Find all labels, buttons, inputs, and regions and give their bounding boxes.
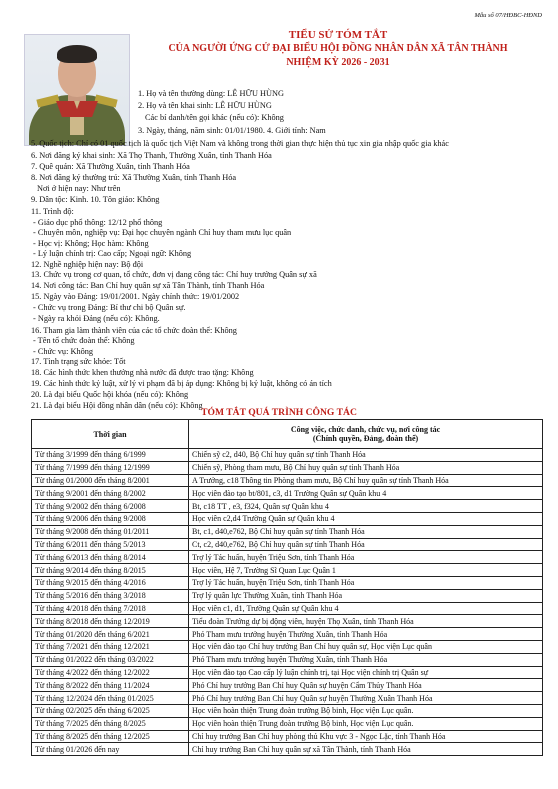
cell-role: Chiến sỹ, Phòng tham mưu, Bộ Chỉ huy quân sự tỉnh Thanh Hóa: [189, 461, 543, 474]
table-row: [32, 730, 543, 743]
cell-role: Chỉ huy trưởng Ban Chỉ huy quân sự xã Tân Thành, tỉnh Thanh Hóa: [189, 743, 543, 756]
cell-time: Từ tháng 9/2006 đến tháng 9/2008: [32, 512, 189, 525]
info-line: 13. Chức vụ trong cơ quan, tổ chức, đơn vị đang công tác: Chỉ huy trưởng Quân sự xã: [31, 270, 317, 279]
info-line: - Tên tổ chức đoàn thể: Không: [33, 336, 135, 345]
cell-time: Từ tháng 3/1999 đến tháng 6/1999: [32, 449, 189, 462]
cell-time: Từ tháng 01/2000 đến tháng 8/2001: [32, 474, 189, 487]
table-row: [32, 743, 543, 756]
table-row: [32, 717, 543, 730]
cell-time: Từ tháng 9/2015 đến tháng 4/2016: [32, 576, 189, 589]
table-row: [32, 500, 543, 513]
cell-time: Từ tháng 5/2016 đến tháng 3/2018: [32, 589, 189, 602]
info-line: - Chức vụ: Không: [33, 347, 94, 356]
table-row: [32, 704, 543, 717]
cell-role: Phó Chỉ huy trưởng Ban Chỉ huy Quân sự huyện Cẩm Thủy Thanh Hóa: [189, 679, 543, 692]
info-line: 1. Họ và tên thường dùng: LÊ HỮU HÙNG: [138, 89, 284, 98]
info-line: 6. Nơi đăng ký khai sinh: Xã Thọ Thanh, Thường Xuân, tỉnh Thanh Hóa: [31, 151, 272, 160]
info-line: - Ngày ra khỏi Đảng (nếu có): Không.: [33, 314, 160, 323]
table-row: [32, 653, 543, 666]
cell-time: Từ tháng 8/2025 đến tháng 12/2025: [32, 730, 189, 743]
cell-role: Học viên c2,d4 Trường Quân sự Quân khu 4: [189, 512, 543, 525]
cell-role: Học viên c1, d1, Trường Quân sự Quân khu 4: [189, 602, 543, 615]
info-line: - Chức vụ trong Đảng: Bí thư chi bộ Quân sự.: [33, 303, 186, 312]
table-row: [32, 602, 543, 615]
work-history-table: [31, 419, 543, 756]
info-line: 3. Ngày, tháng, năm sinh: 01/01/1980. 4. Giới tính: Nam: [138, 126, 326, 135]
cell-time: Từ tháng 02/2025 đến tháng 6/2025: [32, 704, 189, 717]
cell-role: Học viên hoàn thiện Trung đoàn trưởng Bộ binh, Học viện Lục quân.: [189, 717, 543, 730]
cell-time: Từ tháng 8/2022 đến tháng 11/2024: [32, 679, 189, 692]
info-line: 5. Quốc tịch: Chỉ có 01 quốc tịch là quốc tịch Việt Nam và không trong thời gian thực hiện thủ tục xin gia nhập quốc gia khác: [31, 139, 449, 148]
work-history-title: TÓM TẮT QUÁ TRÌNH CÔNG TÁC: [201, 407, 357, 418]
cell-time: Từ tháng 9/2014 đến tháng 8/2015: [32, 564, 189, 577]
info-line: Nơi ở hiện nay: Như trên: [37, 184, 121, 193]
table-row: [32, 589, 543, 602]
cell-time: Từ tháng 6/2011 đến tháng 5/2013: [32, 538, 189, 551]
cell-time: Từ tháng 6/2013 đến tháng 8/2014: [32, 551, 189, 564]
cell-role: Trợ lý Tác huấn, huyện Triệu Sơn, tỉnh Thanh Hóa: [189, 576, 543, 589]
cell-role: Phó Chỉ huy trưởng Ban Chỉ huy Quân sự huyện Thường Xuân Thanh Hóa: [189, 692, 543, 705]
table-row: [32, 461, 543, 474]
info-line: Các bí danh/tên gọi khác (nếu có): Không: [145, 113, 284, 122]
info-line: 16. Tham gia làm thành viên của các tổ chức đoàn thể: Không: [31, 326, 237, 335]
cell-time: Từ tháng 01/2020 đến tháng 6/2021: [32, 628, 189, 641]
info-line: 2. Họ và tên khai sinh: LÊ HỮU HÙNG: [138, 101, 272, 110]
table-row: [32, 679, 543, 692]
col-role-header-line2: (Chính quyền, Đảng, đoàn thể): [312, 434, 419, 443]
cell-time: Từ tháng 9/2001 đến tháng 8/2002: [32, 487, 189, 500]
table-row: [32, 551, 543, 564]
info-line: 20. Là đại biểu Quốc hội khóa (nếu có): Không: [31, 390, 189, 399]
info-line: 8. Nơi đăng ký thường trú: Xã Thường Xuân, tỉnh Thanh Hóa: [31, 173, 237, 182]
info-line: 9. Dân tộc: Kinh. 10. Tôn giáo: Không: [31, 195, 160, 204]
table-row: [32, 615, 543, 628]
info-line: 17. Tình trạng sức khỏe: Tốt: [31, 357, 126, 366]
cell-time: Từ tháng 9/2008 đến tháng 01/2011: [32, 525, 189, 538]
cell-role: Phó Tham mưu trưởng huyện Thường Xuân, tỉnh Thanh Hóa: [189, 653, 543, 666]
table-row: [32, 474, 543, 487]
info-line: 19. Các hình thức kỷ luật, xử lý vi phạm đã bị áp dụng: Không bị kỷ luật, không có án tích: [31, 379, 332, 388]
cell-role: Chiến sỹ c2, d40, Bộ Chỉ huy quân sự tỉnh Thanh Hóa: [189, 449, 543, 462]
col-role-header: [189, 420, 543, 449]
cell-time: Từ tháng 9/2002 đến tháng 6/2008: [32, 500, 189, 513]
table-row: [32, 692, 543, 705]
cell-role: Học viên đào tạo Cao cấp lý luận chính trị, tại Học viện chính trị Quân sự: [189, 666, 543, 679]
cell-time: Từ tháng 8/2018 đến tháng 12/2019: [32, 615, 189, 628]
cell-time: Từ tháng 01/2022 đến tháng 03/2022: [32, 653, 189, 666]
cell-role: Học viên hoàn thiện Trung đoàn trưởng Bộ binh, Học viện Lục quân.: [189, 704, 543, 717]
cell-role: Phó Tham mưu trưởng huyện Thường Xuân, tỉnh Thanh Hóa: [189, 628, 543, 641]
table-row: [32, 449, 543, 462]
document-title: TIỂU SỬ TÓM TẮT: [288, 29, 388, 41]
cell-time: Từ tháng 4/2018 đến tháng 7/2018: [32, 602, 189, 615]
cell-time: Từ tháng 12/2024 đến tháng 01/2025: [32, 692, 189, 705]
cell-role: A Trưởng, c18 Thông tin Phòng tham mưu, Bộ Chỉ huy quân sự tỉnh Thanh Hóa: [189, 474, 543, 487]
table-header-row: [32, 420, 543, 449]
info-line: 14. Nơi công tác: Ban Chỉ huy quân sự xã Tân Thành, tỉnh Thanh Hóa: [31, 281, 265, 290]
info-line: 12. Nghề nghiệp hiện nay: Bộ đội: [31, 260, 144, 269]
form-code: Mẫu số 07/HĐBC-HĐND: [474, 12, 542, 19]
table-row: [32, 487, 543, 500]
col-time-header: Thời gian: [32, 420, 189, 449]
cell-time: Từ tháng 01/2026 đến nay: [32, 743, 189, 756]
table-row: [32, 564, 543, 577]
cell-time: Từ tháng 7/1999 đến tháng 12/1999: [32, 461, 189, 474]
table-row: [32, 538, 543, 551]
cell-role: Học viên đào tạo bt/801, c3, d1 Trường Quân sự Quân khu 4: [189, 487, 543, 500]
cell-role: Học viên đào tạo Chỉ huy trưởng Ban Chỉ huy quân sự, Học viện Lục quân: [189, 640, 543, 653]
cell-role: Bt, c18 TT , e3, f324, Quân sự Quân khu 4: [189, 500, 543, 513]
info-line: - Học vị: Không; Học hàm: Không: [33, 239, 149, 248]
table-row: [32, 628, 543, 641]
cell-role: Chỉ huy trưởng Ban Chỉ huy phòng thủ Khu vực 3 - Ngọc Lặc, tỉnh Thanh Hóa: [189, 730, 543, 743]
document-subtitle: CỦA NGƯỜI ỨNG CỬ ĐẠI BIỂU HỘI ĐỒNG NHÂN DÂN XÃ TÂN THÀNH: [168, 43, 508, 54]
cell-role: Bt, c1, d40,e762, Bộ Chỉ huy quân sự tỉnh Thanh Hóa: [189, 525, 543, 538]
info-line: 18. Các hình thức khen thưởng nhà nước đã được trao tặng: Không: [31, 368, 254, 377]
cell-role: Trợ lý quân lực Thường Xuân, tỉnh Thanh Hóa: [189, 589, 543, 602]
table-row: [32, 512, 543, 525]
table-row: [32, 525, 543, 538]
info-line: - Lý luận chính trị: Cao cấp; Ngoại ngữ: Không: [33, 249, 192, 258]
table-row: [32, 576, 543, 589]
info-line: 21. Là đại biểu Hội đồng nhân dân (nếu có): Không: [31, 401, 203, 410]
info-line: 15. Ngày vào Đảng: 19/01/2001. Ngày chính thức: 19/01/2002: [31, 292, 240, 301]
cell-role: Trợ lý Tác huấn, huyện Triệu Sơn, tỉnh Thanh Hóa: [189, 551, 543, 564]
col-role-header-line1: Công việc, chức danh, chức vụ, nơi công tác: [290, 425, 441, 434]
cell-time: Từ tháng 7/2025 đến tháng 8/2025: [32, 717, 189, 730]
info-line: - Giáo dục phổ thông: 12/12 phổ thông: [33, 218, 163, 227]
info-line: 7. Quê quán: Xã Thường Xuân, tỉnh Thanh Hóa: [31, 162, 190, 171]
table-row: [32, 640, 543, 653]
cell-role: Ct, c2, d40,e762, Bộ Chỉ huy quân sự tỉnh Thanh Hóa: [189, 538, 543, 551]
info-line: - Chuyên môn, nghiệp vụ: Đại học chuyên ngành Chỉ huy tham mưu lục quân: [33, 228, 292, 237]
cell-role: Tiểu đoàn Trưởng dự bị động viên, huyện Thọ Xuân, tỉnh Thanh Hóa: [189, 615, 543, 628]
cell-time: Từ tháng 7/2021 đến tháng 12/2021: [32, 640, 189, 653]
cell-role: Học viên, Hệ 7, Trường Sĩ Quan Lục Quân 1: [189, 564, 543, 577]
table-row: [32, 666, 543, 679]
document-term: NHIỆM KỲ 2026 - 2031: [286, 57, 390, 68]
portrait-photo: [24, 34, 130, 146]
info-line: 11. Trình độ:: [31, 207, 74, 216]
cell-time: Từ tháng 4/2022 đến tháng 12/2022: [32, 666, 189, 679]
